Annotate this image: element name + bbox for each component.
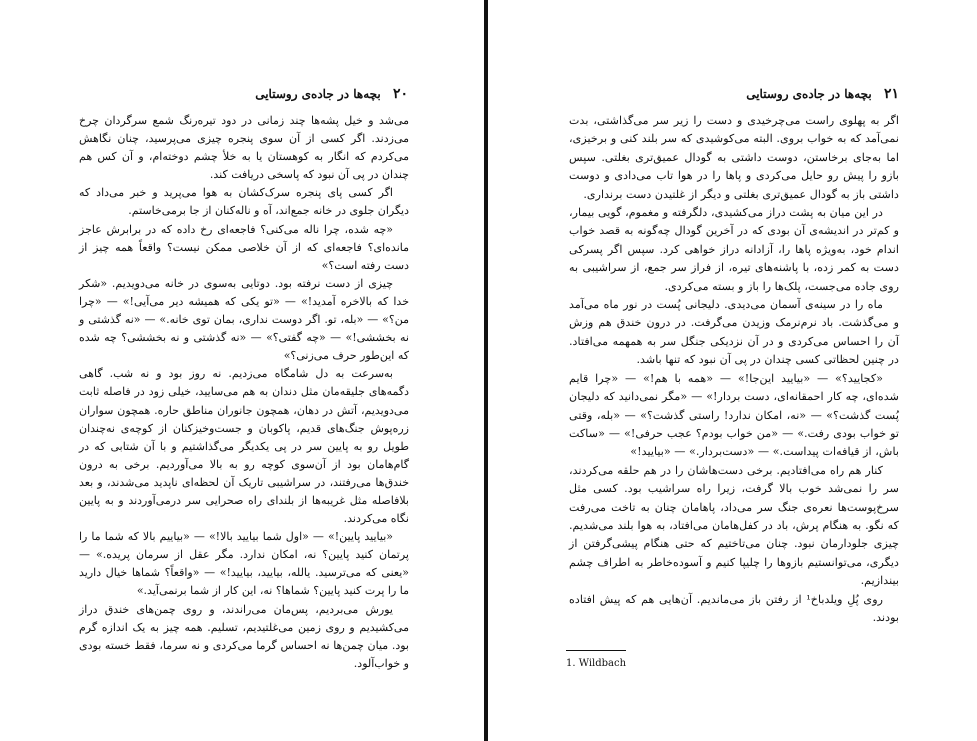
footnote: 1. Wildbach (566, 658, 627, 669)
left-page-header (78, 86, 408, 106)
left-page-body (79, 112, 409, 673)
right-page-number: ۲۱ (883, 86, 899, 102)
paragraph: در این میان به پشت دراز می‌کشیدی، دلگرفته و مغموم، گویی بیمار، و کم‌تر در اندیشه‌ی آن بودی که در آخرین گودال چه‌گونه به قصد خواب اندام خود، به‌ویژه پاها را، آزادانه دراز خواهی کرد. سپس اگر پسرکی دست به کمر زده، با پاشنه‌های تیره، از فراز سر جمع، از سراشیبی به روی جاده می‌جست، پلک‌ها را باز و بسته می‌کردی. (569, 206, 899, 293)
paragraph: ماه را در سینه‌ی آسمان می‌دیدی. دلیجانی پُست در نور ماه می‌آمد و می‌گذشت. باد نرم‌نرمک وزیدن می‌گرفت. در درون خندق هم وزش آن را احساس می‌کردی و در آن نزدیکی جنگل سر به همهمه می‌افتاد. در چنین لحظاتی کسی چندان در پی آن نبود که تنها باشد. (569, 298, 899, 367)
paragraph: کنار هم راه می‌افتادیم. برخی دست‌هاشان را در هم حلقه می‌کردند، سر را نمی‌شد خوب بالا گرفت، زیرا راه سراشیب بود. کسی مثل سرخ‌پوست‌ها نعره‌ی جنگ سر می‌داد، پاهامان چنان به تاخت می‌رفت که نگو. به هنگام پرش، باد در کفل‌هامان می‌افتاد، به هوا بلند می‌شدیم. چیزی جلودارمان نبود. چنان می‌تاختیم که حتی هنگام پیشی‌گرفتن از دیگری، می‌توانستیم بازوها را چلیپا کنیم و آسوده‌خاطر به اطراف چشم بیندازیم. (569, 463, 899, 588)
paragraph: «کجایید؟» — «بیایید این‌جا!» — «همه با هم!» — «چرا قایم شده‌ای، چه کار احمقانه‌ای، دست بردار!» — «مگر نمی‌دانید که دلیجان پُست گذشت؟» — «نه، امکان ندارد! راستی گذشت؟» — «بله، وقتی تو خواب بودی رفت.» — «من خواب بودم؟ عجب حرفی!» — «ساکت باش، از قیافه‌ات پیداست.» — «دست‌بردار.» — «بیایید!» (569, 371, 899, 459)
left-running-head: بچه‌ها در جاده‌ی روستایی (255, 87, 381, 101)
left-page-number: ۲۰ (392, 86, 408, 102)
paragraph: «بیایید پایین!» — «اول شما بیایید بالا!» — «بیاییم بالا که شما ما را پرتمان کنید پایین؟ نه، امکان ندارد. مگر عقل از سرمان پریده.» — «یعنی که می‌ترسید. یالله، بیایید، بیایید!» — «واقعاً؟ شماها خیال دارید ما را پرت کنید پایین؟ شماها؟ نه، این کار از شما برنمی‌آید.» (79, 530, 409, 598)
right-page-body (569, 112, 899, 627)
paragraph: می‌شد و خیل پشه‌ها چند زمانی در دود تیره‌رنگ شمع سرگردان چرخ می‌زدند. اگر کسی از آن سوی پنجره چیزی می‌پرسید، چنان نگاهش می‌کردم که انگار به کوهستان یا به خلأ چشم دوخته‌ام، و آن کس هم چندان در پی آن نبود که پاسخی دریافت کند. (79, 114, 409, 182)
right-running-head: بچه‌ها در جاده‌ی روستایی (746, 87, 872, 101)
footnote-rule (566, 650, 626, 651)
paragraph: اگر کسی پای پنجره سرک‌کشان به هوا می‌پرید و خبر می‌داد که دیگران جلوی در خانه جمع‌اند، آه و ناله‌کنان از جا برمی‌خاستم. (79, 186, 409, 218)
paragraph: روی پُلِ ویلدباخ¹ از رفتن باز می‌ماندیم. آن‌هایی هم که پیش افتاده بودند. (569, 592, 899, 624)
right-page (488, 0, 977, 741)
paragraph: به‌سرعت به دل شامگاه می‌زدیم. نه روز بود و نه شب. گاهی دگمه‌های جلیقه‌مان مثل دندان به هم می‌سایید، خیلی زود در فاصله ثابت می‌دویدیم، آتش در دهان، همچون جانوران مناطق حاره. همچون سواران زره‌پوش جنگ‌های قدیم، پاکوبان و جست‌وخیزکنان از کوچه‌ی نه‌چندان طویل رو به پایین سر در پی یکدیگر می‌گذاشتیم و با آن شتابی که در گام‌هامان بود از آن‌سوی کوچه رو به بالا می‌آوردیم. برخی به درون خندق‌ها می‌رفتند، در سراشیبی تاریک آن لحظه‌ای ناپدید می‌شدند، و بعد بلافاصله مثل غریبه‌ها از بلندای راه صحرایی سر درمی‌آوردند و به پایین نگاه می‌کردند. (79, 367, 409, 526)
paragraph: یورش می‌بردیم، پس‌مان می‌راندند، و روی چمن‌های خندق دراز می‌کشیدیم و روی زمین می‌غلتیدیم، تسلیم. همه چیز به یک اندازه گرم بود. میان چمن‌ها نه احساس گرما می‌کردی و نه سرما، فقط خسته بودی و خواب‌آلود. (79, 602, 409, 670)
paragraph: اگر به پهلوی راست می‌چرخیدی و دست را زیر سر می‌گذاشتی، بدت نمی‌آمد که به خواب بروی. البته می‌کوشیدی که سر بلند کنی و برخیزی، اما به‌جای برخاستن، دوست داشتی به گودال عمیق‌تری بغلتی. سپس بازو را پیش رو حایل می‌کردی و پاها را در هوا تاب می‌دادی و دوست داشتی باز به گودال عمیق‌تری بغلتی و دیگر از غلتیدن دست برنداری. (569, 114, 899, 201)
left-page (0, 0, 486, 741)
right-page-header (569, 86, 899, 106)
paragraph: «چه شده، چرا ناله می‌کنی؟ فاجعه‌ای رخ داده که در برابرش عاجز مانده‌ای؟ فاجعه‌ای که از آن خلاصی ممکن نیست؟ واقعاً همه چیز از دست رفته است؟» (79, 222, 409, 272)
paragraph: چیزی از دست نرفته بود. دوتایی به‌سوی در خانه می‌دویدیم. «شکر خدا که بالاخره آمدید!» — «تو یکی که همیشه دیر می‌آیی!» — «چرا من؟» — «بله، تو. اگر دوست نداری، بمان توی خانه.» — «نه گذشتی و نه بخششی!» — «چه گفتی؟» — «نه گذشتی و نه بخششی؟ چه شده که این‌طور حرف می‌زنی؟» (79, 276, 409, 363)
